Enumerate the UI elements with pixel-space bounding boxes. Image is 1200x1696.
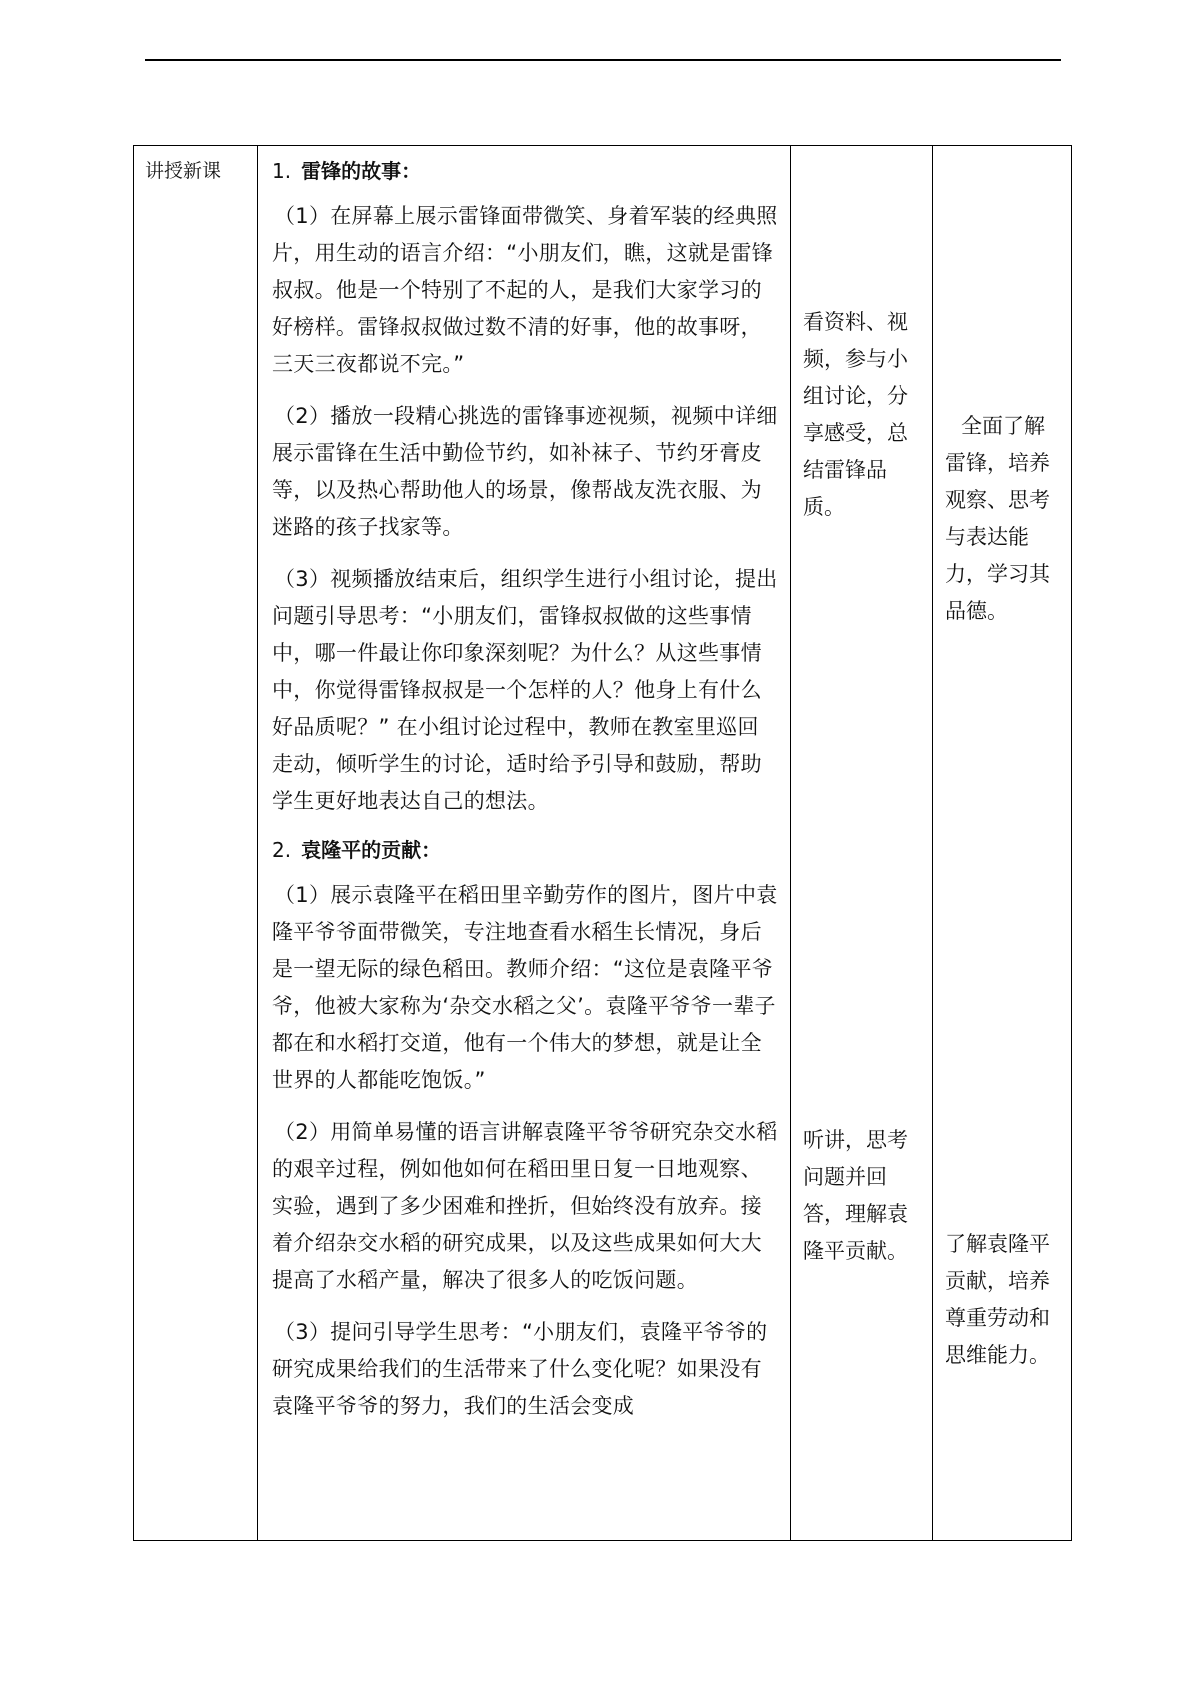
header-rule (145, 59, 1061, 61)
section-heading (272, 156, 780, 186)
teaching-content (258, 146, 790, 1425)
section-paragraph: （2）用简单易懂的语言讲解袁隆平爷爷研究杂交水稻的艰辛过程，例如他如何在稻田里日复一日地观察、实验，遇到了多少困难和挫折，但始终没有放弃。接着介绍杂交水稻的研究成果，以及这些成果如何大大提高了水稻产量，解决了很多人的吃饭问题。 (272, 1120, 778, 1292)
section-number: 1. (272, 159, 292, 183)
section-paragraph: （3）提问引导学生思考：“小朋友们，袁隆平爷爷的研究成果给我们的生活带来了什么变化呢？如果没有袁隆平爷爷的努力，我们的生活会变成 (272, 1320, 768, 1418)
design-intent-cell (933, 146, 1072, 1541)
section-number: 2. (272, 838, 292, 862)
student-activity-note: 看资料、视频，参与小组讨论，分享感受，总结雷锋品质。 (803, 310, 908, 519)
design-intent-note: 了解袁隆平贡献，培养尊重劳动和思维能力。 (945, 1232, 1050, 1367)
section-title: 袁隆平的贡献： (301, 838, 442, 862)
section-title: 雷锋的故事： (301, 159, 422, 183)
section-paragraph: （1）在屏幕上展示雷锋面带微笑、身着军装的经典照片，用生动的语言介绍：“小朋友们，瞧，这就是雷锋叔叔。他是一个特别了不起的人，是我们大家学习的好榜样。雷锋叔叔做过数不清的好事，他的故事呀，三天三夜都说不完。” (272, 204, 778, 376)
section-paragraph: （2）播放一段精心挑选的雷锋事迹视频，视频中详细展示雷锋在生活中勤俭节约，如补袜子、节约牙膏皮等，以及热心帮助他人的场景，像帮战友洗衣服、为迷路的孩子找家等。 (272, 404, 778, 539)
teaching-content-cell (258, 146, 791, 1541)
section-heading (272, 835, 780, 865)
student-activity-note: 听讲，思考问题并回答，理解袁隆平贡献。 (803, 1128, 908, 1263)
student-activity-cell (791, 146, 933, 1541)
section-paragraph: （1）展示袁隆平在稻田里辛勤劳作的图片，图片中袁隆平爷爷面带微笑，专注地查看水稻生长情况，身后是一望无际的绿色稻田。教师介绍：“这位是袁隆平爷爷，他被大家称为‘杂交水稻之父’。袁隆平爷爷一辈子都在和水稻打交道，他有一个伟大的梦想，就是让全世界的人都能吃饱饭。” (272, 883, 778, 1092)
lesson-plan-table (133, 145, 1072, 1541)
segment-label: 讲授新课 (145, 160, 222, 182)
table-row (134, 146, 1072, 1541)
design-intent-note: 全面了解雷锋，培养观察、思考与表达能力，学习其品德。 (945, 414, 1050, 623)
segment-cell (134, 146, 258, 1541)
section-paragraph: （3）视频播放结束后，组织学生进行小组讨论，提出问题引导思考：“小朋友们，雷锋叔叔做的这些事情中，哪一件最让你印象深刻呢？为什么？从这些事情中，你觉得雷锋叔叔是一个怎样的人？他身上有什么好品质呢？” 在小组讨论过程中，教师在教室里巡回走动，倾听学生的讨论，适时给予引导和鼓励，帮助学生更好地表达自己的想法。 (272, 567, 778, 813)
